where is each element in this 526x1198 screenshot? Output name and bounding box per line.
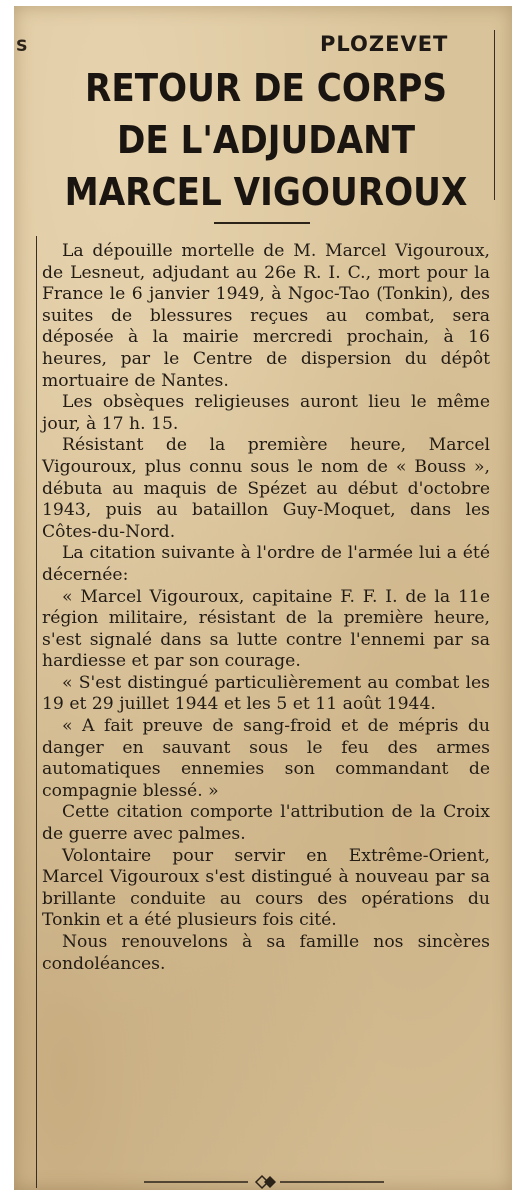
article-paragraph: La citation suivante à l'ordre de l'armée lui a été décernée: (42, 543, 490, 585)
article-paragraph: Les obsèques religieuses auront lieu le même jour, à 17 h. 15. (42, 392, 490, 434)
dateline: PLOZEVET (320, 32, 449, 56)
clipped-column-fragment: S (16, 36, 28, 55)
article-paragraph: Résistant de la première heure, Marcel Vigouroux, plus connu sous le nom de « Bouss », débuta au maquis de Spézet au début d'octobre 1943, puis au bataillon Guy-Moquet, dans les Côtes-du-Nord. (42, 435, 490, 542)
column-rule-right (494, 30, 495, 200)
article-paragraph: Volontaire pour servir en Extrême-Orient, Marcel Vigouroux s'est distingué à nouveau par sa brillante conduite au cours des opérations du Tonkin et a été plusieurs fois cité. (42, 845, 490, 931)
article-paragraph: « Marcel Vigouroux, capitaine F. F. I. de la 11e région militaire, résistant de la première heure, s'est signalé dans sa lutte contre l'ennemi par sa hardiesse et par son courage. (42, 586, 490, 672)
article-paragraph: « A fait preuve de sang-froid et de mépris du danger en sauvant sous le feu des armes automatiques ennemies son commandant de compagnie blessé. » (42, 716, 490, 801)
headline-underline (214, 222, 310, 224)
article-body (42, 241, 490, 975)
column-rule-left (36, 236, 37, 1188)
headline-line-3: MARCEL VIGOUROUX (64, 170, 468, 214)
article-paragraph: La dépouille mortelle de M. Marcel Vigouroux, de Lesneut, adjudant au 26e R. I. C., mort pour la France le 6 janvier 1949, à Ngoc-Tao (Tonkin), des suites de blessures reçues au combat, sera déposée à la mairie mercredi prochain, à 16 heures, par le Centre de dispersion du dépôt mortuaire de Nantes. (42, 241, 490, 391)
end-ornament-icon (144, 1174, 384, 1190)
headline-line-1: RETOUR DE CORPS (85, 66, 447, 110)
article-paragraph: Nous renouvelons à sa famille nos sincères condoléances. (42, 932, 490, 974)
headline-line-2: DE L'ADJUDANT (116, 118, 416, 162)
article-paragraph: Cette citation comporte l'attribution de la Croix de guerre avec palmes. (42, 802, 490, 845)
article-paragraph: « S'est distingué particulièrement au combat les 19 et 29 juillet 1944 et les 5 et 11 août 1944. (42, 672, 490, 715)
newspaper-clipping (14, 6, 512, 1190)
